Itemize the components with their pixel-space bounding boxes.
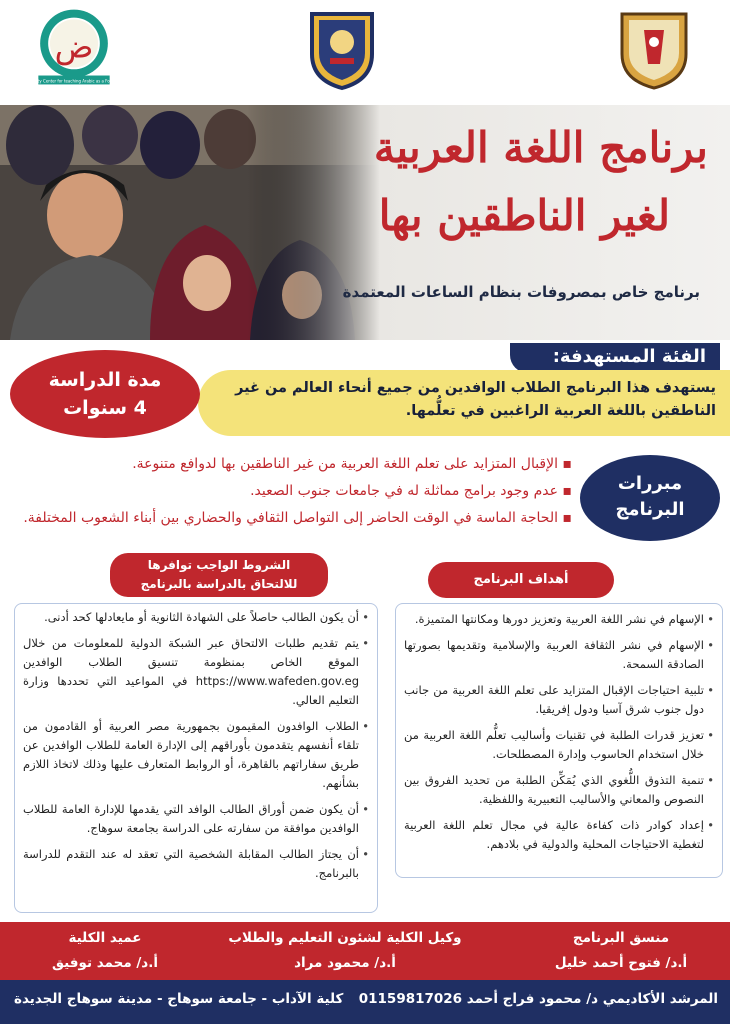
signature-vice-dean (220, 926, 470, 976)
footer-bar (0, 980, 730, 1024)
list-item: • يتم تقديم طلبات الالتحاق عبر الشبكة الدولية للمعلومات من خلال الموقع الخاص بمنظومة تنسيق الطلاب الوافدين https://www.wafeden.gov.eg في المواعيد التي تحددها وزارة التعليم العالي. (23, 634, 369, 710)
signature-role: منسق البرنامج (572, 930, 670, 946)
list-item: • الطلاب الوافدون المقيمون بجمهورية مصر العربية أو القادمون من تلقاء أنفسهم يتقدمون بأوراقهم إلى الإدارة العامة للطلاب الوافدين عن طريق سفاراتهم بالقاهرة، أو الروابط المتعارف عليها وذلك لاتخاذ اللازم بشأنهم. (23, 717, 369, 793)
conditions-list (14, 603, 378, 913)
signature-name: أ.د/ فتوح أحمد خليل (554, 955, 688, 971)
list-item: ▪ الحاجة الماسة في الوقت الحاضر إلى التواصل الثقافي والحضاري بين أبناء الشعوب المختلفة. (12, 509, 572, 528)
list-item: ▪ الإقبال المتزايد على تعلم اللغة العربية من غير الناطقين بها لدوافع متنوعة. (12, 455, 572, 474)
target-description: يستهدف هذا البرنامج الطلاب الوافدين من جميع أنحاء العالم من غير الناطقين باللغة العربية الراغبين في تعلُّمها. (198, 370, 730, 436)
signature-dean (30, 926, 180, 976)
students-photo (0, 105, 380, 340)
duration-badge (10, 350, 200, 438)
signature-name: أ.د/ محمود مراد (294, 955, 396, 971)
hero-banner (0, 105, 730, 340)
list-item: • تلبية احتياجات الإقبال المتزايد على تعلم اللغة العربية من جانب دول جنوب شرق آسيا ودول إفريقيا. (404, 681, 714, 719)
justifications-badge (580, 455, 720, 541)
logo-strip (0, 0, 730, 105)
justifications-title-line2: البرنامج (615, 499, 685, 520)
list-item: • تنمية التذوق اللُّغوي الذي يُمَكِّن الطلبة من تحديد الفروق بين النصوص والمعاني والأساليب التعبيرية واللفظية. (404, 771, 714, 809)
duration-label: مدة الدراسة (48, 369, 162, 391)
duration-value: 4 سنوات (63, 397, 147, 419)
list-item: • أن يكون ضمن أوراق الطالب الوافد التي يقدمها للإدارة العامة للطلاب الوافدين موافقة من سفارته على الدراسة بجامعة سوهاج. (23, 800, 369, 838)
justifications-list (12, 455, 572, 536)
justifications-title-line1: مبررات (617, 473, 683, 494)
academic-advisor-contact: المرشد الأكاديمي د/ محمود فراج أحمد 01159817026 (358, 991, 718, 1007)
goals-heading: أهداف البرنامج (428, 562, 614, 598)
svg-text:ض: ض (54, 27, 94, 66)
signature-role: عميد الكلية (68, 930, 142, 946)
program-title-line1: برنامج اللغة العربية (373, 123, 708, 172)
sohag-university-emblem-icon (616, 8, 692, 90)
list-item: • الإسهام في نشر الثقافة العربية والإسلامية وتقديمها بصورتها الصادقة السمحة. (404, 636, 714, 674)
faculty-address: كلية الآداب - جامعة سوهاج - مدينة سوهاج الجديدة (14, 991, 344, 1007)
conditions-title-line2: للالتحاق بالدراسة بالبرنامج (140, 577, 298, 591)
conditions-title-line1: الشروط الواجب توافرها (147, 558, 291, 572)
signatures-bar (0, 922, 730, 980)
list-item: • الإسهام في نشر اللغة العربية وتعزيز دورها ومكانتها المتميزة. (404, 610, 714, 629)
faculty-of-arts-emblem-icon (304, 8, 380, 90)
target-heading: الفئة المستهدفة: (510, 343, 720, 373)
signature-name: أ.د/ محمد توفيق (51, 955, 158, 971)
list-item: • أن يجتاز الطالب المقابلة الشخصية التي تعقد له عند التقدم للدراسة بالبرنامج. (23, 845, 369, 883)
list-item: ▪ عدم وجود برامج مماثلة له في جامعات جنوب الصعيد. (12, 482, 572, 501)
list-item: • أن يكون الطالب حاصلاً على الشهادة الثانوية أو مايعادلها كحد أدنى. (23, 608, 369, 627)
program-title-line2: لغير الناطقين بها (378, 191, 670, 240)
list-item: • تعزيز قدرات الطلبة في تقنيات وأساليب تعلُّم اللغة العربية من خلال استخدام الحاسوب وإدارة المصطلحات. (404, 726, 714, 764)
logo-caption: Sohag university Center for teaching Arabic as a Foreign language (8, 78, 140, 84)
signature-role: وكيل الكلية لشئون التعليم والطلاب (228, 930, 462, 946)
arabic-center-logo (8, 6, 140, 88)
program-subtitle: برنامج خاص بمصروفات بنظام الساعات المعتمدة (342, 283, 700, 301)
conditions-heading (110, 553, 328, 597)
signature-coordinator (536, 926, 706, 976)
goals-list (395, 603, 723, 878)
list-item: • إعداد كوادر ذات كفاءة عالية في مجال تعلم اللغة العربية لتغطية الاحتياجات المحلية والدولية في بلادهم. (404, 816, 714, 854)
